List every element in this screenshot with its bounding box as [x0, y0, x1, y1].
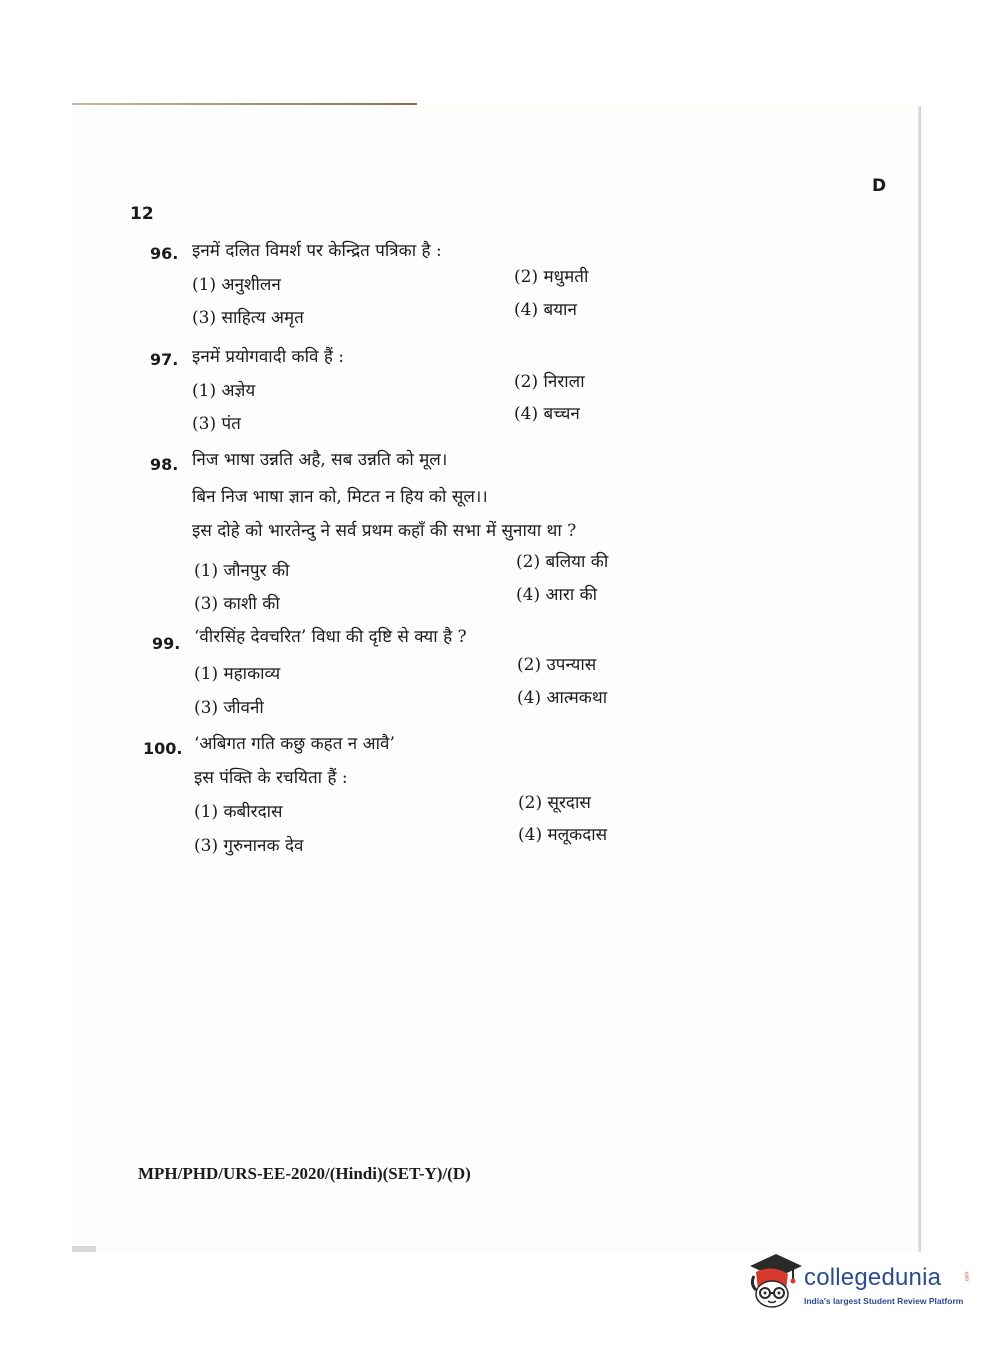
- option: (2) बलिया की: [516, 552, 609, 572]
- question-text: बिन निज भाषा ज्ञान को, मिटत न हिय को सूल।।: [192, 487, 488, 507]
- option: (1) अज्ञेय: [192, 381, 256, 401]
- brand-tagline: India's largest Student Review Platform: [804, 1296, 964, 1306]
- question-text: इनमें दलित विमर्श पर केन्द्रित पत्रिका है :: [192, 241, 442, 261]
- option: (4) मलूकदास: [518, 825, 608, 845]
- option: (4) आत्मकथा: [517, 688, 608, 708]
- option: (4) आरा की: [516, 585, 598, 605]
- question-text: इस पंक्ति के रचयिता हैं :: [194, 768, 348, 788]
- option: (3) पंत: [192, 414, 241, 434]
- question-number: 97.: [150, 350, 179, 369]
- option: (2) निराला: [514, 372, 585, 392]
- option: (1) महाकाव्य: [194, 664, 281, 684]
- question-text: ‘वीरसिंह देवचरित’ विधा की दृष्टि से क्या है ?: [194, 627, 467, 647]
- option: (1) कबीरदास: [194, 802, 283, 822]
- set-letter: D: [872, 176, 887, 196]
- question-number: 100.: [143, 739, 183, 758]
- option: (4) बच्चन: [514, 404, 580, 424]
- brand-name: collegedunia: [804, 1264, 942, 1291]
- question-number: 96.: [150, 244, 179, 263]
- question-number: 99.: [152, 634, 181, 653]
- option: (3) साहित्य अमृत: [192, 308, 304, 328]
- option: (3) काशी की: [194, 594, 280, 614]
- question-number: 98.: [150, 455, 179, 474]
- option: (2) उपन्यास: [517, 655, 597, 675]
- page-number: 12: [130, 204, 154, 224]
- option: (1) जौनपुर की: [194, 561, 290, 581]
- question-text: इनमें प्रयोगवादी कवि हैं :: [192, 347, 345, 367]
- option: (3) गुरुनानक देव: [194, 836, 304, 856]
- option: (2) मधुमती: [514, 267, 589, 287]
- brand-dotcom: .com: [964, 1271, 971, 1283]
- student-mascot-icon: [742, 1250, 802, 1314]
- top-edge-rule: [72, 103, 417, 105]
- collegedunia-logo: [742, 1250, 972, 1320]
- page-bottom-edge: [72, 1246, 96, 1252]
- option: (3) जीवनी: [194, 698, 264, 718]
- option: (4) बयान: [514, 300, 577, 320]
- question-text: ‘अबिगत गति कछु कहत न आवै’: [194, 734, 395, 754]
- question-text: इस दोहे को भारतेन्दु ने सर्व प्रथम कहाँ की सभा में सुनाया था ?: [192, 521, 577, 541]
- option: (1) अनुशीलन: [192, 275, 281, 295]
- page-right-edge: [918, 106, 921, 1252]
- option: (2) सूरदास: [518, 793, 591, 813]
- paper-code: MPH/PHD/URS-EE-2020/(Hindi)(SET-Y)/(D): [138, 1164, 471, 1183]
- question-text: निज भाषा उन्नति अहै, सब उन्नति को मूल।: [192, 450, 448, 470]
